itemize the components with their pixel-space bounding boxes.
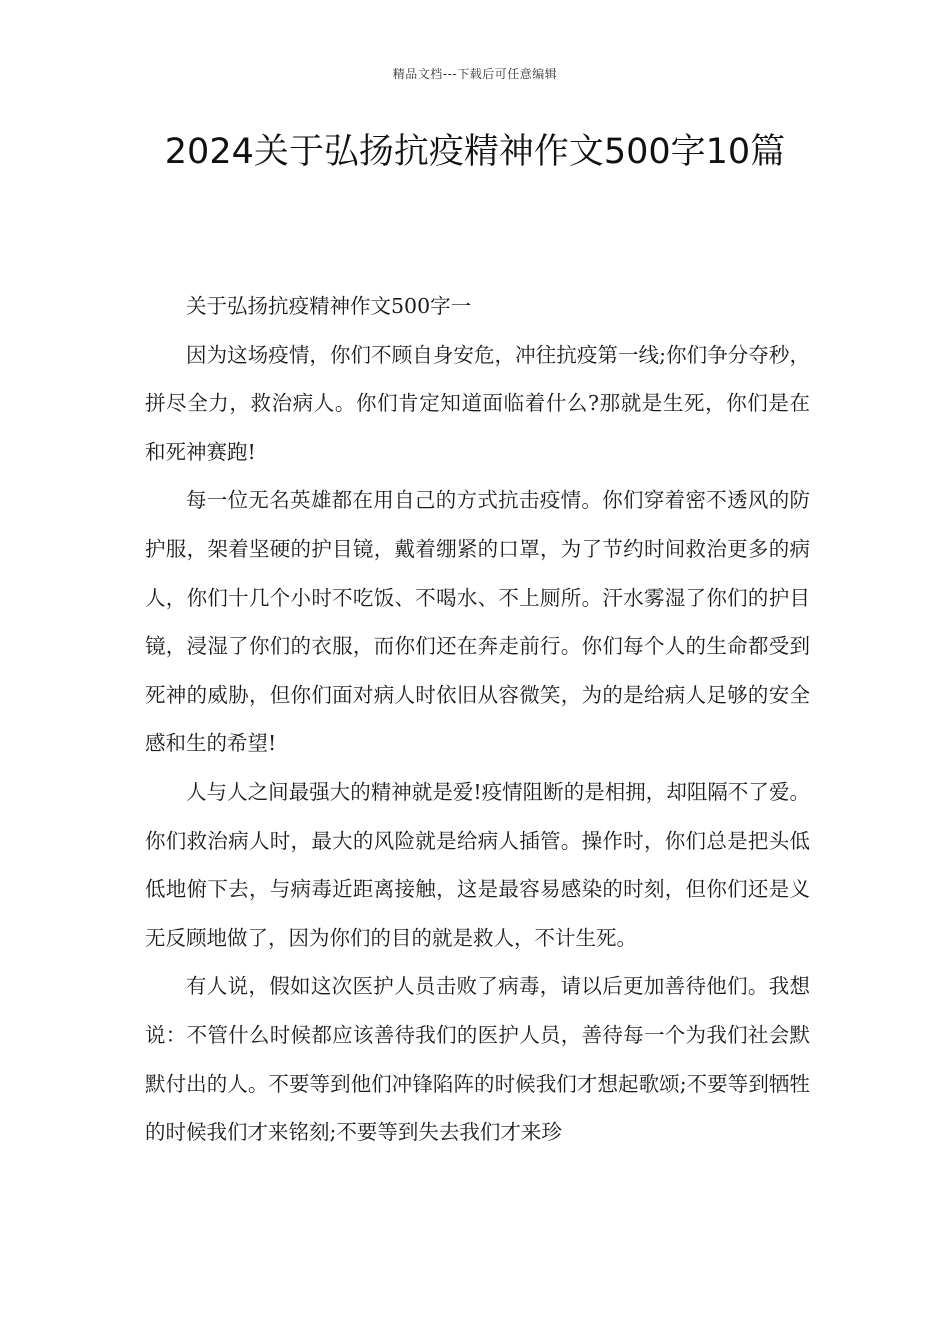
document-body xyxy=(145,282,810,1157)
paragraph-2: 每一位无名英雄都在用自己的方式抗击疫情。你们穿着密不透风的防护服，架着坚硬的护目镜，戴着绷紧的口罩，为了节约时间救治更多的病人，你们十几个小时不吃饭、不喝水、不上厕所。汗水雾湿了你们的护目镜，浸湿了你们的衣服，而你们还在奔走前行。你们每个人的生命都受到死神的威胁，但你们面对病人时依旧从容微笑，为的是给病人足够的安全感和生的希望! xyxy=(145,488,810,756)
document-title: 2024关于弘扬抗疫精神作文500字10篇 xyxy=(164,132,786,172)
paragraph-1: 因为这场疫情，你们不顾自身安危，冲往抗疫第一线;你们争分夺秒，拼尽全力，救治病人。你们肯定知道面临着什么?那就是生死，你们是在和死神赛跑! xyxy=(145,342,810,464)
paragraph-3: 人与人之间最强大的精神就是爱!疫情阻断的是相拥，却阻隔不了爱。你们救治病人时，最大的风险就是给病人插管。操作时，你们总是把头低低地俯下去，与病毒近距离接触，这是最容易感染的时刻，但你们还是义无反顾地做了，因为你们的目的就是救人，不计生死。 xyxy=(145,779,810,950)
paragraph-4: 有人说，假如这次医护人员击败了病毒，请以后更加善待他们。我想说：不管什么时候都应该善待我们的医护人员，善待每一个为我们社会默默付出的人。不要等到他们冲锋陷阵的时候我们才想起歌颂;不要等到牺牲的时候我们才来铭刻;不要等到失去我们才来珍 xyxy=(145,974,810,1145)
section-heading: 关于弘扬抗疫精神作文500字一 xyxy=(186,294,472,318)
header-note: 精品文档---下载后可任意编辑 xyxy=(392,67,558,81)
